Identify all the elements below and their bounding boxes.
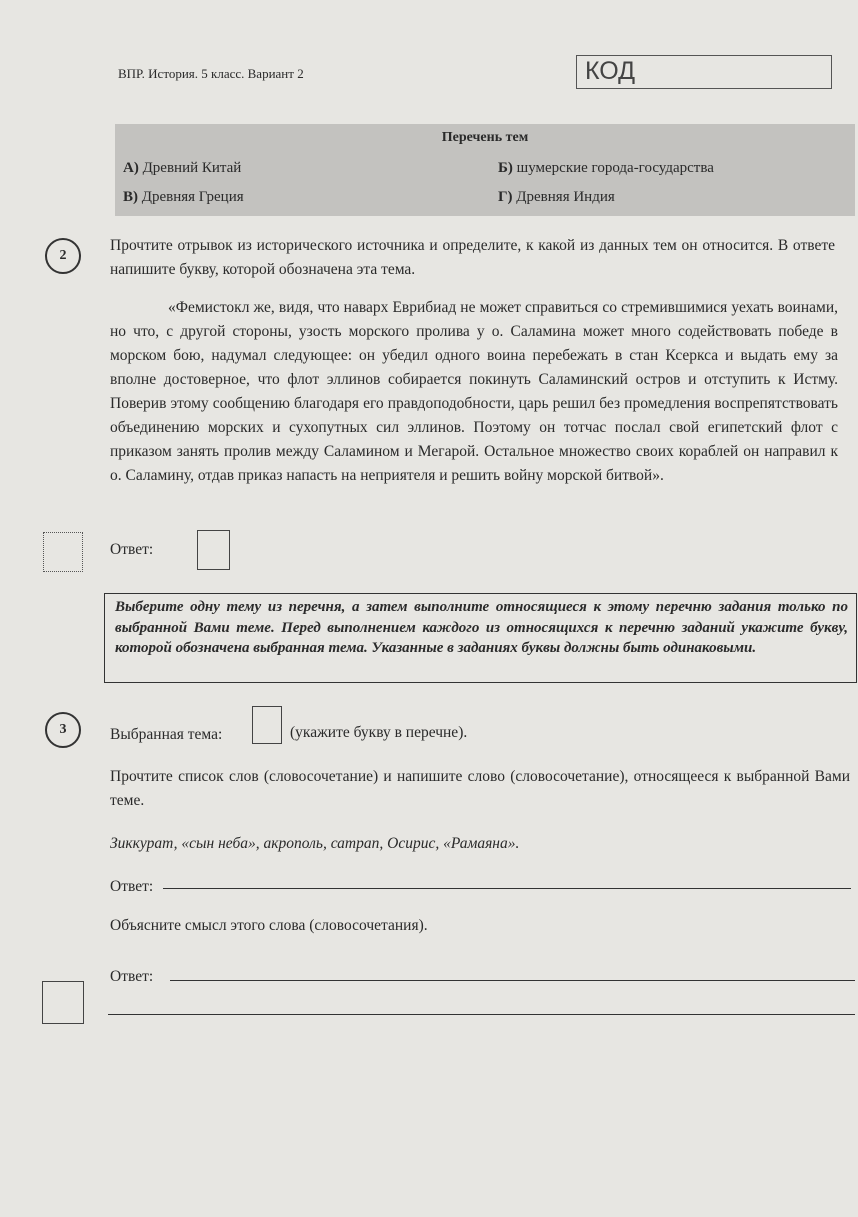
q3-answer-line-2[interactable] <box>170 980 855 981</box>
question-3-prompt: Прочтите список слов (словосочетание) и напишите слово (словосочетание), относящееся к выбранной Вами теме. <box>110 768 850 809</box>
topic-v-name: Древняя Греция <box>141 189 244 205</box>
q3-answer-label-1: Ответ: <box>110 878 154 895</box>
topic-b-letter: Б) <box>498 160 513 176</box>
page-header-title: ВПР. История. 5 класс. Вариант 2 <box>118 66 304 81</box>
q3-chosen-topic-label: Выбранная тема: <box>110 726 223 743</box>
topic-b-name: шумерские города-государства <box>516 160 714 176</box>
q3-explain-prompt: Объясните смысл этого слова (словосочетания). <box>110 917 428 934</box>
topic-g <box>498 189 615 206</box>
question-2-source-text: «Фемистокл же, видя, что наварх Еврибиад не может справиться со стремившимися уехать воинами, но что, с другой стороны, узость морского пролива у о. Саламина может много содействовать победе в морском бою, надумал следующее: он убедил одного воина перебежать в стан Ксеркса и выдать ему за вполне достоверное, что флот эллинов собирается покинуть Саламинский остров и отступить к Истму. Поверив этому сообщению благодаря его правдоподобности, царь решил без промедления воспрепятствовать объединению морских и сухопутных сил эллинов. Поэтому он тотчас послал свой египетский флот с приказом занять пролив между Саламином и Мегарой. Остальное множество своих кораблей он направил к о. Саламину, отдав приказ напасть на неприятеля и решить войну морской битвой». <box>110 299 838 484</box>
question-2-number: 2 <box>45 238 81 274</box>
topic-v-letter: В) <box>123 189 138 205</box>
q2-answer-box[interactable] <box>197 530 230 570</box>
question-3-number: 3 <box>45 712 81 748</box>
q3-chosen-topic-box[interactable] <box>252 706 282 744</box>
kod-box[interactable] <box>576 55 832 89</box>
topic-a-letter: А) <box>123 160 139 176</box>
topics-title: Перечень тем <box>441 130 529 145</box>
question-3-words: Зиккурат, «сын неба», акрополь, сатрап, Осирис, «Рамаяна». <box>110 835 520 852</box>
topic-g-name: Древняя Индия <box>516 189 615 205</box>
topic-v <box>123 189 244 206</box>
topic-a-name: Древний Китай <box>142 160 242 176</box>
kod-label: КОД <box>585 57 636 85</box>
question-2-prompt: Прочтите отрывок из исторического источника и определите, к какой из данных тем он относится. В ответе напишите букву, которой обозначена эта тема. <box>110 237 835 278</box>
q3-answer-line-1[interactable] <box>163 888 851 889</box>
q3-answer-label-2: Ответ: <box>110 968 154 985</box>
q3-chosen-topic-hint: (укажите букву в перечне). <box>290 724 468 741</box>
q3-answer-line-3[interactable] <box>108 1014 855 1015</box>
topic-a <box>123 160 241 177</box>
topic-g-letter: Г) <box>498 189 513 205</box>
topics-panel <box>115 124 855 216</box>
q2-score-box[interactable] <box>43 532 83 572</box>
q2-answer-label: Ответ: <box>110 541 154 558</box>
instruction-box: Выберите одну тему из перечня, а затем выполните относящиеся к этому перечню задания только по выбранной Вами теме. Перед выполнением каждого из относящихся к перечню заданий укажите букву, которой обозначена выбранная тема. Указанные в заданиях буквы должны быть одинаковыми. <box>104 593 857 683</box>
q3-score-box[interactable] <box>42 981 84 1024</box>
topic-b <box>498 160 714 177</box>
